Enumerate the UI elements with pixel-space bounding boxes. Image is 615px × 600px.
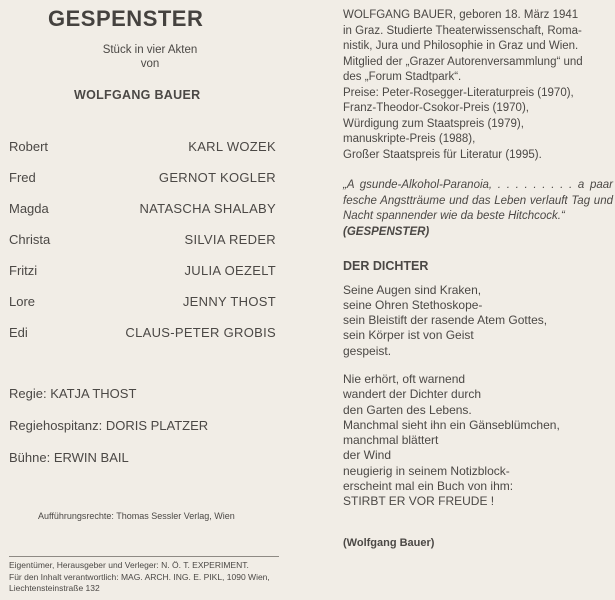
- poem-stanza: [343, 372, 613, 510]
- credit-assistant-director: Regiehospitanz: DORIS PLATZER: [9, 418, 209, 433]
- poem-line: seine Ohren Stethoskope-: [343, 297, 483, 312]
- cast-role: Christa: [9, 232, 51, 247]
- cast-role: Fred: [9, 170, 36, 185]
- imprint-line: Liechtensteinstraße 132: [9, 583, 100, 593]
- cast-row: [9, 325, 276, 356]
- poem-stanza: [343, 283, 613, 359]
- imprint: [9, 560, 284, 595]
- cast-row: [9, 232, 276, 263]
- cast-role: Robert: [9, 139, 49, 154]
- cast-actor: SILVIA REDER: [184, 232, 276, 247]
- poem-line: sein Bleistift der rasende Atem Gottes,: [343, 313, 548, 328]
- bio-line: WOLFGANG BAUER, geboren 18. März 1941: [343, 9, 579, 21]
- right-column: [343, 8, 613, 551]
- cast-actor: CLAUS-PETER GROBIS: [125, 325, 276, 340]
- poem-line: wandert der Dichter durch: [343, 387, 482, 402]
- cast-row: [9, 294, 276, 325]
- cast-actor: JENNY THOST: [182, 294, 276, 309]
- bio-line: des „Forum Stadtpark“.: [343, 71, 462, 83]
- bio-line: Großer Staatspreis für Literatur (1995).: [343, 148, 542, 161]
- cast-row: [9, 201, 276, 232]
- bio-line: Preise: Peter-Rosegger-Literaturpreis (1970),: [343, 86, 574, 99]
- play-quote: „A gsunde-Alkohol-Paranoia, . . . . . . . . . a paar fesche Angstträume und das Leben verlauft Tag und Nacht spannender wie da beste Hitchcock.“: [343, 179, 613, 222]
- cast-row: [9, 139, 276, 170]
- poem-title: DER DICHTER: [343, 259, 429, 273]
- poem-line: Seine Augen sind Kraken,: [343, 282, 482, 297]
- cast-actor: JULIA OEZELT: [184, 263, 276, 278]
- cast-role: Magda: [9, 201, 49, 216]
- poem-line: den Garten des Lebens.: [343, 402, 472, 417]
- cast-actor: NATASCHA SHALABY: [139, 201, 276, 216]
- poem-line: Manchmal sieht ihn ein Gänseblümchen,: [343, 417, 560, 432]
- quote-source: (GESPENSTER): [343, 225, 430, 238]
- author-biography: [343, 8, 613, 163]
- left-column: [0, 0, 300, 600]
- bio-line: manuskripte-Preis (1988),: [343, 133, 476, 145]
- poem-line: sein Körper ist von Geist: [343, 328, 474, 343]
- cast-list: [9, 139, 276, 356]
- poem-author: (Wolfgang Bauer): [343, 536, 435, 549]
- cast-row: [9, 170, 276, 201]
- bio-line: in Graz. Studierte Theaterwissenschaft, Roma-: [343, 24, 582, 37]
- divider: [9, 556, 279, 557]
- poem-line: der Wind: [343, 448, 392, 463]
- cast-role: Fritzi: [9, 263, 38, 278]
- bio-line: Würdigung zum Staatspreis (1979),: [343, 117, 524, 130]
- cast-role: Edi: [9, 325, 28, 340]
- subtitle-line: von: [140, 58, 160, 70]
- poem-line: STIRBT ER VOR FREUDE !: [343, 494, 495, 509]
- poem-line: gespeist.: [343, 343, 392, 358]
- cast-row: [9, 263, 276, 294]
- cast-actor: KARL WOZEK: [188, 139, 276, 154]
- bio-line: Mitglied der „Grazer Autorenversammlung“ und: [343, 55, 583, 68]
- imprint-line: Eigentümer, Herausgeber und Verleger: N. Ö. T. EXPERIMENT.: [9, 560, 249, 570]
- play-subtitle: [0, 43, 300, 71]
- bio-line: nistik, Jura und Philosophie in Graz und Wien.: [343, 40, 579, 52]
- cast-role: Lore: [9, 294, 36, 309]
- subtitle-line: Stück in vier Akten: [102, 44, 198, 56]
- performance-rights: Aufführungsrechte: Thomas Sessler Verlag, Wien: [38, 511, 235, 521]
- cast-actor: GERNOT KOGLER: [158, 170, 276, 185]
- poem-line: neugierig in seinem Notizblock-: [343, 463, 510, 478]
- poem-line: erscheint mal ein Buch von ihm:: [343, 479, 514, 494]
- crew-credits: [9, 386, 208, 482]
- poem-line: Nie erhört, oft warnend: [343, 371, 466, 386]
- credit-stage-design: Bühne: ERWIN BAIL: [9, 450, 129, 465]
- poem-line: manchmal blättert: [343, 433, 439, 448]
- imprint-line: Für den Inhalt verantwortlich: MAG. ARCH. ING. E. PIKL, 1090 Wien,: [9, 571, 270, 582]
- credit-director: Regie: KATJA THOST: [9, 386, 137, 401]
- bio-line: Franz-Theodor-Csokor-Preis (1970),: [343, 102, 529, 114]
- play-title: GESPENSTER: [48, 6, 204, 31]
- play-author: WOLFGANG BAUER: [74, 88, 201, 102]
